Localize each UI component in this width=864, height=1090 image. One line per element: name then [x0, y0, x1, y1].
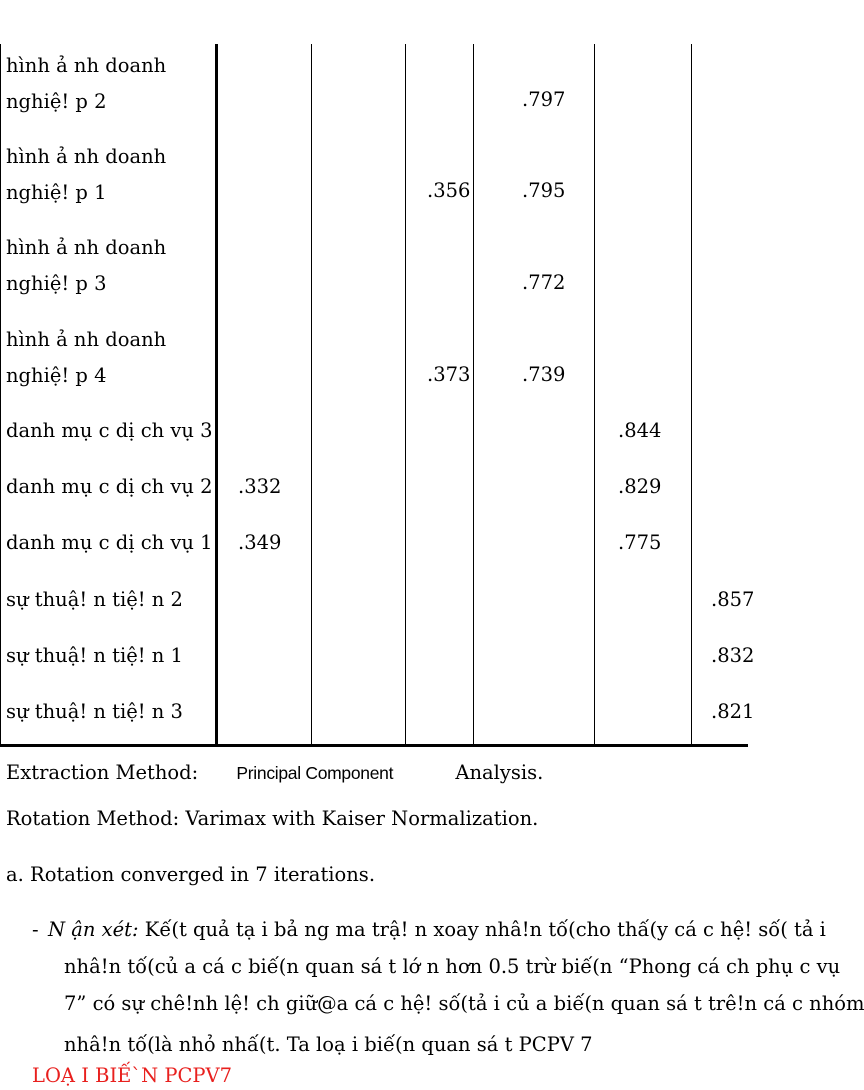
- bullet-dash: -: [32, 918, 39, 941]
- column-divider: [0, 44, 1, 747]
- table-cell: .739: [522, 363, 566, 386]
- table-cell: .373: [427, 363, 471, 386]
- comment-line: nhâ!n tố(là nhỏ nhấ(t. Ta loạ i biế(n quan sá t PCPV 7: [64, 1033, 593, 1056]
- table-cell: .844: [618, 419, 662, 442]
- row-label: hình ả nh doanh nghiệ! p 3: [6, 236, 167, 295]
- table-cell: .795: [522, 179, 566, 202]
- row-label: danh mụ c dị ch vụ 1: [6, 531, 213, 554]
- row-label: sự thuậ! n tiệ! n 3: [6, 700, 183, 723]
- comment-line: nhâ!n tố(củ a cá c biế(n quan sá t lớ n hơn 0.5 trừ biế(n “Phong cá ch phụ c vụ: [64, 955, 841, 978]
- column-divider: [215, 44, 218, 747]
- table-cell: .797: [522, 88, 566, 111]
- table-cell: .356: [427, 179, 471, 202]
- table-cell: .829: [618, 475, 662, 498]
- row-label: hình ả nh doanh nghiệ! p 2: [6, 54, 167, 113]
- column-divider: [473, 44, 474, 747]
- table-cell: .775: [618, 531, 662, 554]
- comment-label: N ận xét:: [48, 918, 139, 941]
- convergence-note: a. Rotation converged in 7 iterations.: [6, 863, 376, 886]
- remove-variable-heading: LOẠ I BIẾ`N PCPV7: [32, 1064, 233, 1087]
- row-label: hình ả nh doanh nghiệ! p 4: [6, 328, 167, 387]
- comment-line: 7” có sự chê!nh lệ! ch giữ@a cá c hệ! số(tả i củ a biế(n quan sá t trê!n cá c nhóm: [64, 992, 864, 1015]
- extraction-method-note: Extraction Method: Principal Component Analysis.: [6, 761, 544, 784]
- row-label: danh mụ c dị ch vụ 3: [6, 419, 213, 442]
- table-bottom-border: [0, 744, 748, 747]
- row-label: sự thuậ! n tiệ! n 1: [6, 644, 183, 667]
- table-cell: .349: [238, 531, 282, 554]
- table-cell: .772: [522, 271, 566, 294]
- rotation-method-note: Rotation Method: Varimax with Kaiser Normalization.: [6, 807, 539, 830]
- comment-line: N ận xét: Kế(t quả tạ i bả ng ma trậ! n xoay nhâ!n tố(cho thấ(y cá c hệ! số( tả i: [48, 918, 826, 941]
- row-label: danh mụ c dị ch vụ 2: [6, 475, 213, 498]
- column-divider: [405, 44, 406, 747]
- column-divider: [594, 44, 595, 747]
- table-cell: .332: [238, 475, 282, 498]
- table-cell: .857: [711, 588, 755, 611]
- row-label: sự thuậ! n tiệ! n 2: [6, 588, 183, 611]
- column-divider: [691, 44, 692, 747]
- column-divider: [311, 44, 312, 747]
- table-cell: .832: [711, 644, 755, 667]
- row-label: hình ả nh doanh nghiệ! p 1: [6, 145, 167, 204]
- table-cell: .821: [711, 700, 755, 723]
